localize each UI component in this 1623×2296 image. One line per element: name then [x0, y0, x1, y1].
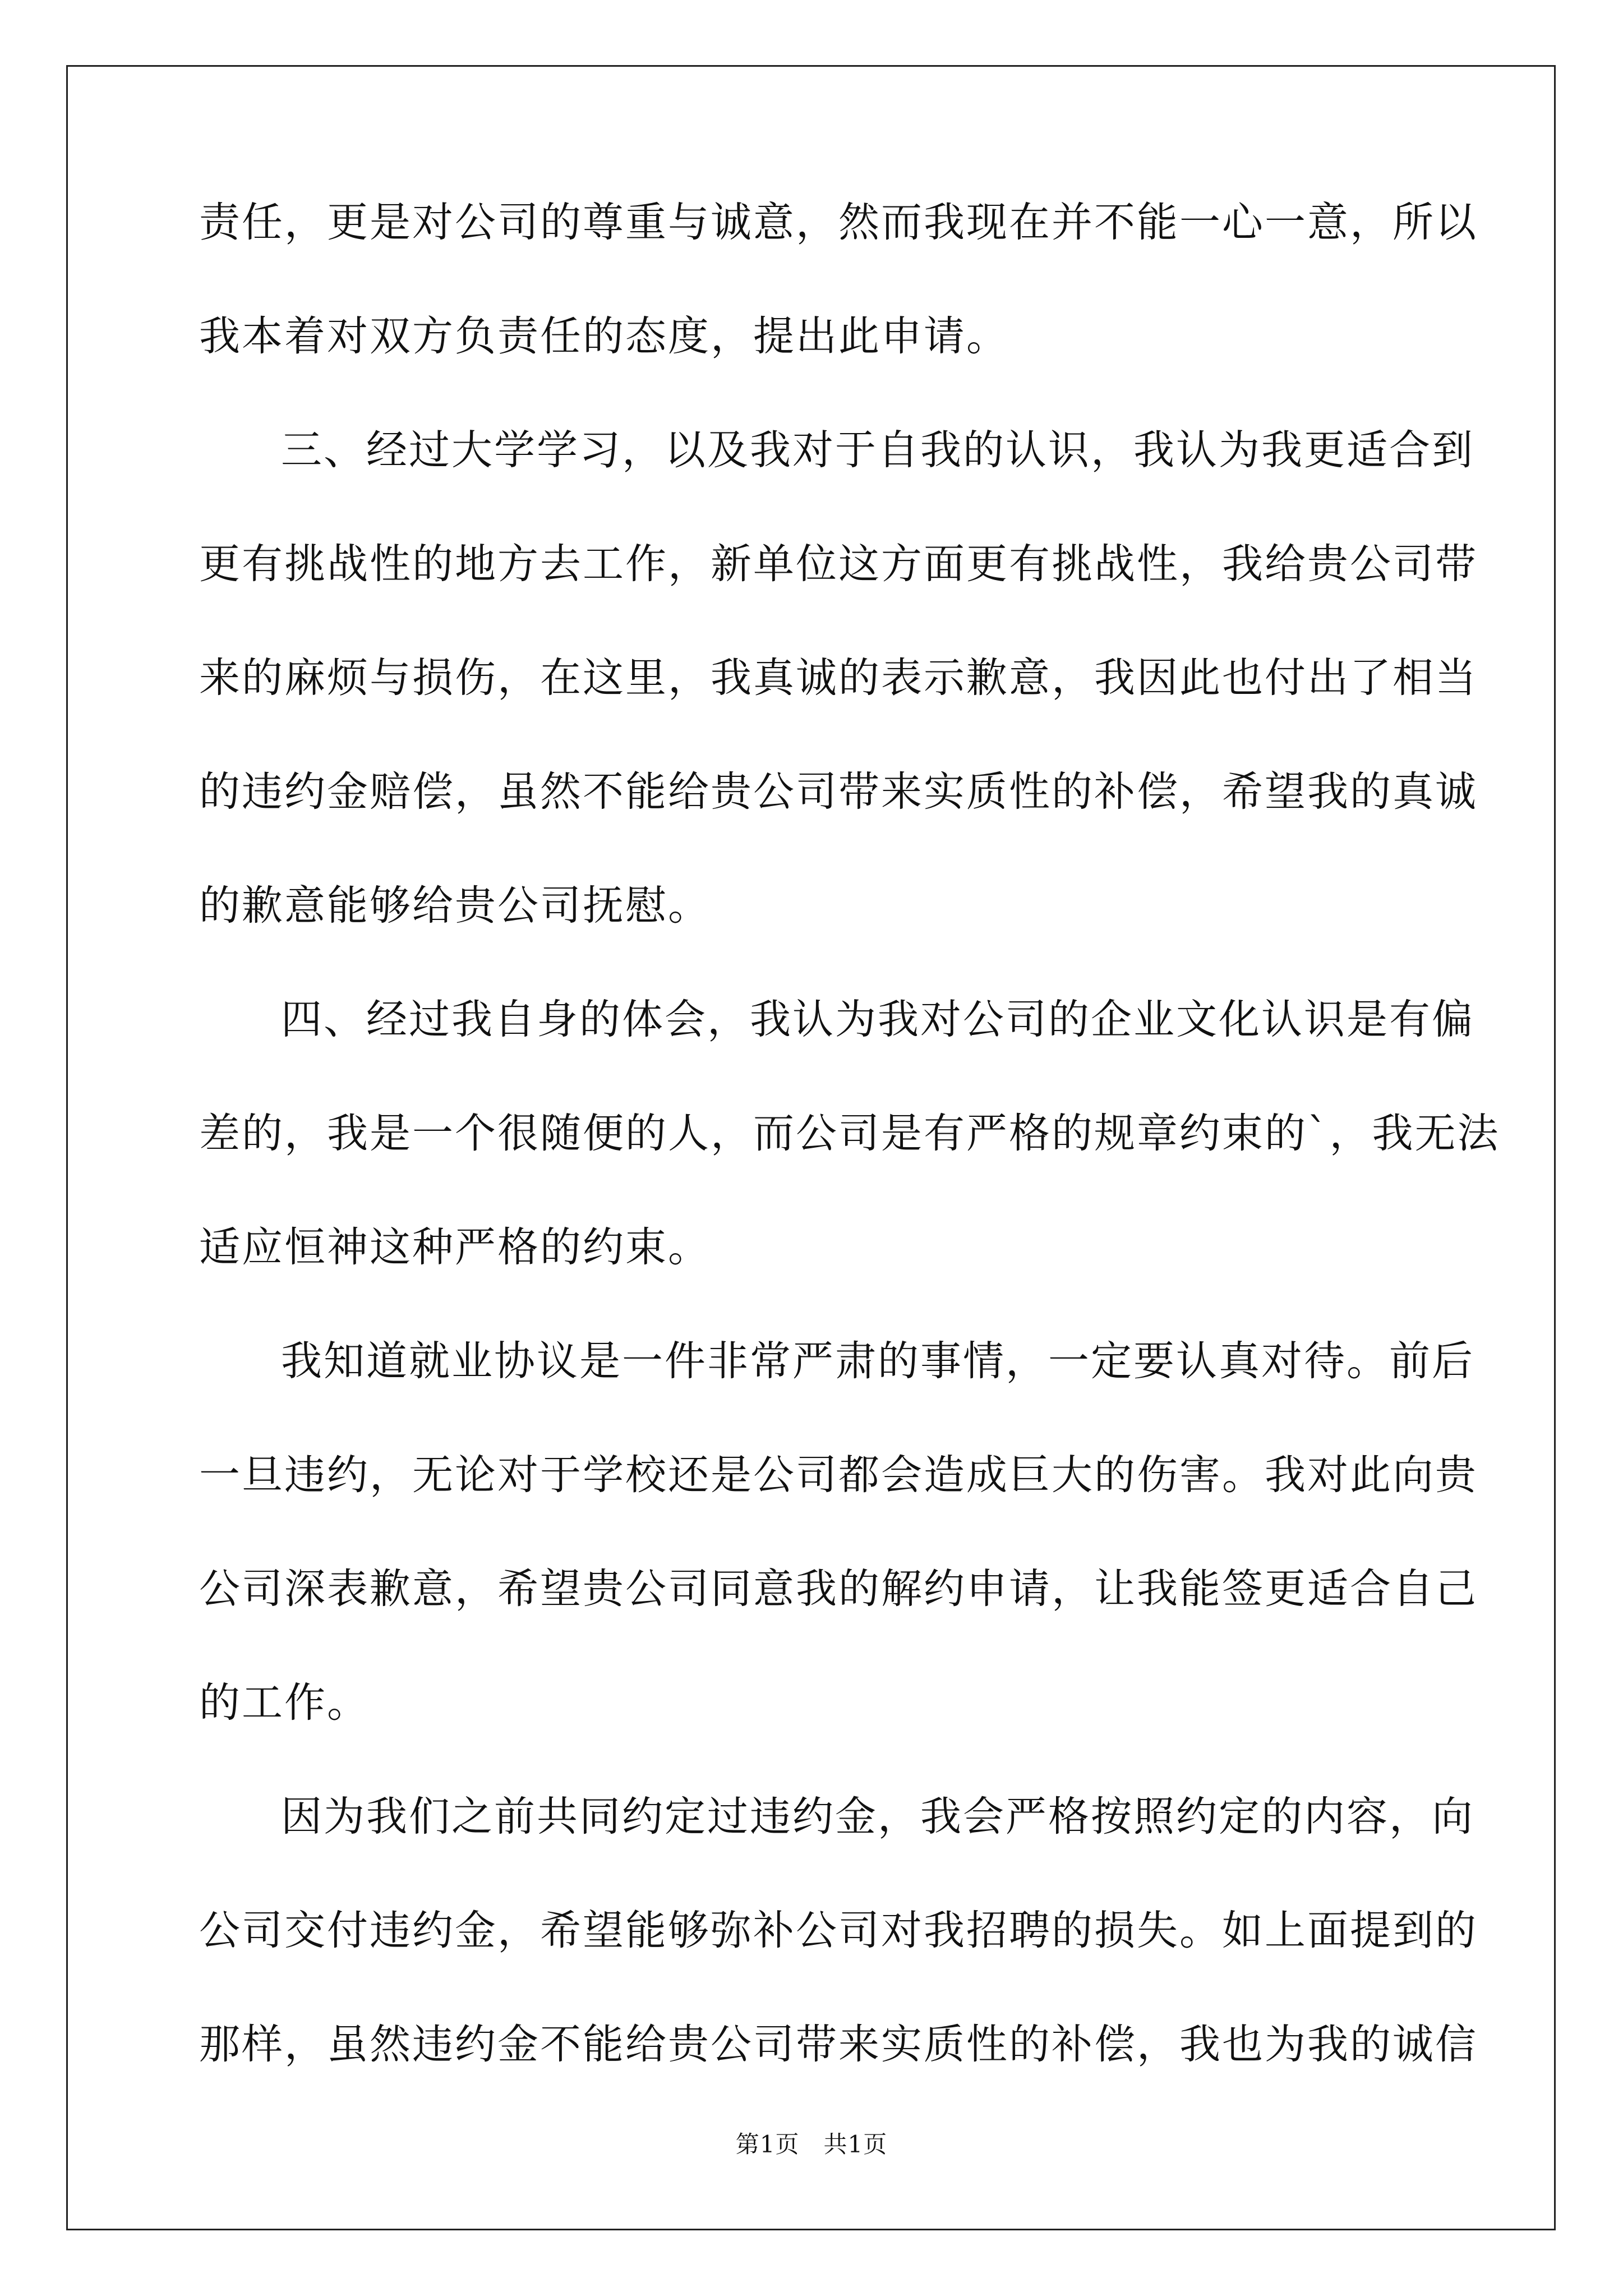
document-body — [199, 199, 1500, 2138]
text-line: 一旦违约，无论对于学校还是公司都会造成巨大的伤害。我对此向贵 — [199, 1451, 1478, 1499]
text-line: 的工作。 — [199, 1679, 370, 1727]
text-line: 适应恒神这种严格的约束。 — [199, 1223, 711, 1271]
text-line: 三、经过大学学习，以及我对于自我的认识，我认为我更适合到 — [281, 426, 1474, 474]
text-line: 责任，更是对公司的尊重与诚意，然而我现在并不能一心一意，所以 — [199, 199, 1478, 246]
text-line: 来的麻烦与损伤，在这里，我真诚的表示歉意，我因此也付出了相当 — [199, 654, 1478, 702]
text-line: 因为我们之前共同约定过违约金，我会严格按照约定的内容，向 — [281, 1793, 1474, 1841]
text-line: 公司深表歉意，希望贵公司同意我的解约申请，让我能签更适合自己 — [199, 1565, 1478, 1613]
text-line: 的违约金赔偿，虽然不能给贵公司带来实质性的补偿，希望我的真诚 — [199, 768, 1478, 816]
text-line: 四、经过我自身的体会，我认为我对公司的企业文化认识是有偏 — [281, 996, 1474, 1043]
text-line: 那样，虽然违约金不能给贵公司带来实质性的补偿，我也为我的诚信 — [199, 2021, 1478, 2068]
text-line: 公司交付违约金，希望能够弥补公司对我招聘的损失。如上面提到的 — [199, 1907, 1478, 1954]
text-line: 我知道就业协议是一件非常严肃的事情，一定要认真对待。前后 — [281, 1337, 1474, 1385]
text-line: 的歉意能够给贵公司抚慰。 — [199, 882, 711, 930]
text-line: 更有挑战性的地方去工作，新单位这方面更有挑战性，我给贵公司带 — [199, 540, 1478, 588]
page-number-footer: 第1页 共1页 — [735, 2131, 888, 2158]
text-line: 我本着对双方负责任的态度，提出此申请。 — [199, 312, 1009, 360]
text-line: 差的，我是一个很随便的人，而公司是有严格的规章约束的`，我无法 — [199, 1110, 1500, 1157]
